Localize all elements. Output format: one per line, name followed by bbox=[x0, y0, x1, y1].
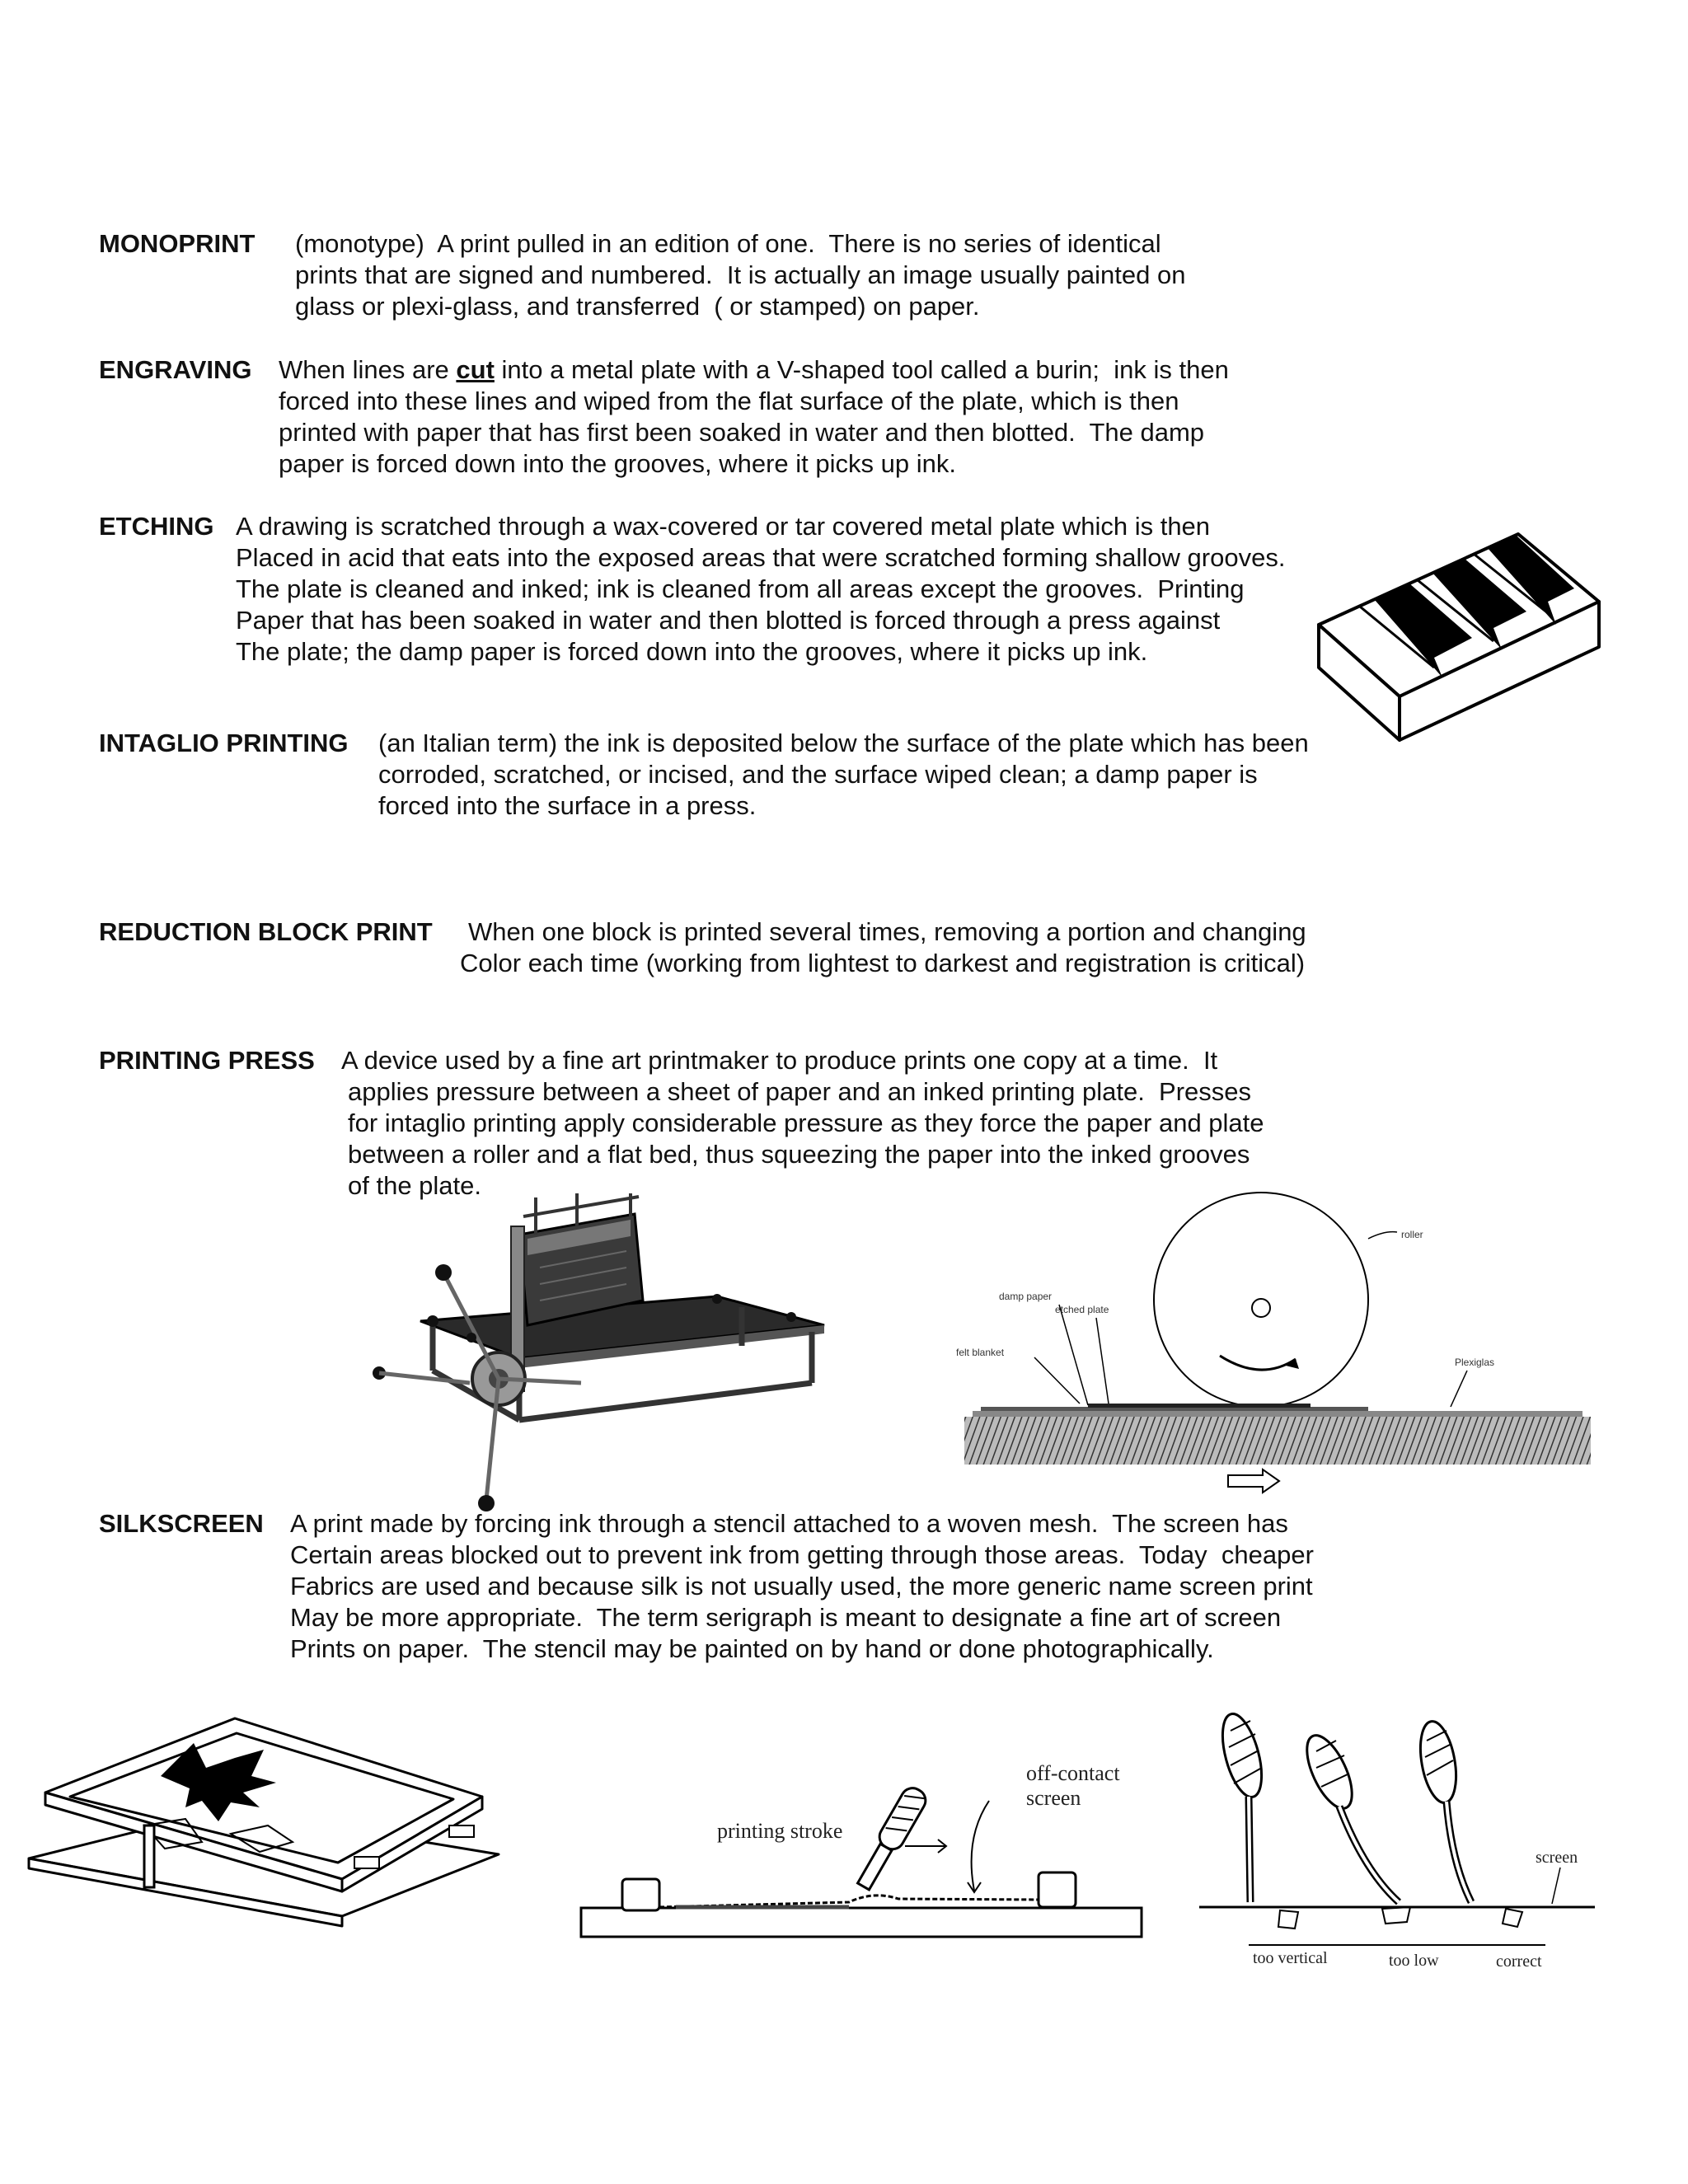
definition-line: for intaglio printing apply considerable pressure as they force the paper and plate bbox=[348, 1108, 1264, 1137]
term-silkscreen: SILKSCREEN bbox=[99, 1509, 264, 1538]
label-off-contact: off-contact bbox=[1026, 1761, 1120, 1785]
silkscreen-frame-illustration bbox=[21, 1710, 515, 1933]
label-screen: screen bbox=[1536, 1849, 1578, 1867]
definition-line: Fabrics are used and because silk is not usually used, the more generic name screen print bbox=[290, 1572, 1313, 1601]
label-too-vertical: too vertical bbox=[1253, 1949, 1328, 1967]
definition-line: May be more appropriate. The term serigraph is meant to designate a fine art of screen bbox=[290, 1603, 1282, 1632]
entry-printing-press bbox=[99, 1045, 1418, 1210]
definition-line: A print made by forcing ink through a stencil attached to a woven mesh. The screen has bbox=[290, 1509, 1288, 1538]
entry-reduction-block-print bbox=[99, 916, 1418, 982]
definition-line: Prints on paper. The stencil may be painted on by hand or done photographically. bbox=[290, 1634, 1214, 1663]
label-printing-stroke: printing stroke bbox=[717, 1819, 843, 1843]
definition-line: A drawing is scratched through a wax-covered or tar covered metal plate which is then bbox=[236, 512, 1211, 541]
emphasis-cut: cut bbox=[456, 355, 495, 384]
definition-line: (monotype) A print pulled in an edition of one. There is no series of identical bbox=[295, 229, 1161, 258]
label-roller: roller bbox=[1401, 1229, 1423, 1240]
definition-text: When lines are bbox=[279, 355, 457, 384]
etched-plate-illustration bbox=[1311, 527, 1607, 750]
press-cross-section-diagram bbox=[956, 1191, 1591, 1504]
term-etching: ETCHING bbox=[99, 512, 214, 541]
entry-intaglio bbox=[99, 728, 1418, 827]
term-engraving: ENGRAVING bbox=[99, 355, 252, 384]
definition-line-first bbox=[279, 354, 1229, 386]
entry-etching bbox=[99, 511, 1385, 676]
definition-line: forced into these lines and wiped from the flat surface of the plate, which is then bbox=[279, 387, 1179, 415]
label-etched-plate: etched plate bbox=[1055, 1304, 1109, 1315]
term-intaglio: INTAGLIO PRINTING bbox=[99, 729, 349, 757]
printing-press-illustration bbox=[363, 1193, 841, 1515]
definition-line: (an Italian term) the ink is deposited below the surface of the plate which has been bbox=[378, 729, 1309, 757]
definition-line: Paper that has been soaked in water and then blotted is forced through a press against bbox=[236, 606, 1221, 635]
definition-line: When one block is printed several times, removing a portion and changing bbox=[468, 917, 1306, 946]
label-too-low: too low bbox=[1389, 1952, 1439, 1970]
entry-silkscreen bbox=[99, 1508, 1434, 1673]
definition-line: corroded, scratched, or incised, and the surface wiped clean; a damp paper is bbox=[378, 760, 1258, 789]
term-reduction-block-print: REDUCTION BLOCK PRINT bbox=[99, 917, 433, 946]
definition-line: between a roller and a flat bed, thus squeezing the paper into the inked grooves bbox=[348, 1140, 1250, 1169]
squeegee-stroke-illustration bbox=[577, 1722, 1154, 1945]
definition-line: of the plate. bbox=[348, 1171, 482, 1200]
term-printing-press: PRINTING PRESS bbox=[99, 1046, 315, 1075]
definition-line: Placed in acid that eats into the exposed areas that were scratched forming shallow grooves. bbox=[236, 543, 1286, 572]
label-plexiglas: Plexiglas bbox=[1455, 1357, 1495, 1368]
definition-line: paper is forced down into the grooves, where it picks up ink. bbox=[279, 449, 956, 478]
label-correct: correct bbox=[1496, 1952, 1542, 1971]
definition-line: Color each time (working from lightest to darkest and registration is critical) bbox=[460, 949, 1306, 977]
squeegee-angles-illustration bbox=[1199, 1706, 1620, 1978]
entry-engraving bbox=[99, 354, 1335, 486]
label-felt-blanket: felt blanket bbox=[956, 1347, 1005, 1358]
label-screen: screen bbox=[1026, 1786, 1081, 1810]
definition-text: into a metal plate with a V-shaped tool called a burin; ink is then bbox=[494, 355, 1229, 384]
definition-line: The plate; the damp paper is forced down into the grooves, where it picks up ink. bbox=[236, 637, 1148, 666]
label-damp-paper: damp paper bbox=[999, 1291, 1053, 1302]
definition-line: printed with paper that has first been soaked in water and then blotted. The damp bbox=[279, 418, 1205, 447]
definition-line: The plate is cleaned and inked; ink is cleaned from all areas except the grooves. Printing bbox=[236, 574, 1245, 603]
definition-line: Certain areas blocked out to prevent ink from getting through those areas. Today cheaper bbox=[290, 1540, 1314, 1569]
entry-monoprint bbox=[99, 228, 1335, 327]
definition-line: prints that are signed and numbered. It is actually an image usually painted on bbox=[295, 260, 1186, 289]
definition-line: forced into the surface in a press. bbox=[378, 791, 757, 820]
term-monoprint: MONOPRINT bbox=[99, 229, 256, 258]
definition-line: applies pressure between a sheet of paper and an inked printing plate. Presses bbox=[348, 1077, 1252, 1106]
definition-line: glass or plexi-glass, and transferred ( or stamped) on paper. bbox=[295, 292, 980, 321]
definition-line: A device used by a fine art printmaker to produce prints one copy at a time. It bbox=[341, 1046, 1218, 1075]
